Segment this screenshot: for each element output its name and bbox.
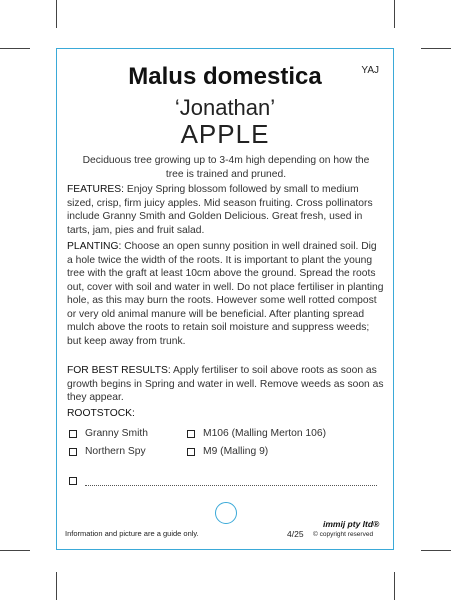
planting-text: Choose an open sunny position in well drained soil. Dig a hole twice the width of the roots. It is important to plant the young tree with the graft at least 10cm above the ground. Spread the roots out, cover with soil and water in well. Do not place fertiliser in planting hole, as this may burn the roots. However some well rotted compost or very old animal manure will be beneficial. After planting spread mulch above the roots to retain soil moisture and suppress weeds; but keep away from trunk. (67, 241, 384, 347)
rootstock-option[interactable] (69, 446, 146, 457)
features-text: Enjoy Spring blossom followed by small to medium sized, crisp, firm juicy apples. Mid season fruiting. Cross pollinators include Granny Smith and Golden Delicious. Great fresh, used in tarts, jam, pies and fruit salad. (67, 184, 373, 236)
variety-name: ‘Jonathan’ (174, 95, 276, 120)
write-in-line[interactable] (85, 485, 377, 486)
crop-mark (421, 48, 451, 49)
rootstock-option-label: Granny Smith (85, 428, 148, 439)
checkbox-icon[interactable] (69, 448, 77, 456)
botanical-name: Malus domestica (128, 63, 322, 90)
best-results-label: FOR BEST RESULTS: (67, 365, 171, 376)
rootstock-option-label: M9 (Malling 9) (203, 446, 269, 457)
crop-mark (421, 550, 451, 551)
checkbox-icon[interactable] (187, 448, 195, 456)
disclaimer: Information and picture are a guide only. (65, 529, 199, 538)
features-label: FEATURES: (67, 184, 125, 195)
brand-name: immij pty ltd® (323, 519, 380, 529)
crop-mark (56, 572, 57, 600)
checkbox-icon[interactable] (69, 477, 77, 485)
checkbox-icon[interactable] (69, 430, 77, 438)
rootstock-other-option[interactable] (69, 477, 85, 485)
rootstock-option-label: Northern Spy (85, 446, 146, 457)
rootstock-option-label: M106 (Malling Merton 106) (203, 428, 327, 439)
rootstock-option[interactable] (187, 446, 268, 457)
crop-mark (394, 572, 395, 600)
crop-mark (0, 550, 30, 551)
copyright: © copyright reserved (313, 531, 374, 538)
best-results-paragraph (67, 364, 385, 405)
checkbox-icon[interactable] (187, 430, 195, 438)
rootstock-label: ROOTSTOCK: (67, 408, 135, 419)
planting-label: PLANTING: (67, 241, 122, 252)
planting-paragraph (67, 240, 385, 348)
best-results-text: Apply fertiliser to soil above roots as soon as growth begins in Spring and water in well. Remove weeds as soon as they appear. (67, 365, 384, 403)
intro-text: Deciduous tree growing up to 3-4m high depending on how the tree is trained and pruned. (82, 155, 370, 180)
hang-hole-circle (215, 502, 237, 524)
features-paragraph (67, 183, 385, 237)
label-code: YAJ (361, 65, 379, 76)
page-number: 4/25 (287, 529, 304, 539)
crop-mark (56, 0, 57, 28)
crop-mark (394, 0, 395, 28)
common-name: APPLE (180, 119, 270, 149)
rootstock-option[interactable] (69, 428, 148, 439)
crop-mark (0, 48, 30, 49)
plant-label-card (56, 48, 394, 550)
rootstock-option[interactable] (187, 428, 326, 439)
